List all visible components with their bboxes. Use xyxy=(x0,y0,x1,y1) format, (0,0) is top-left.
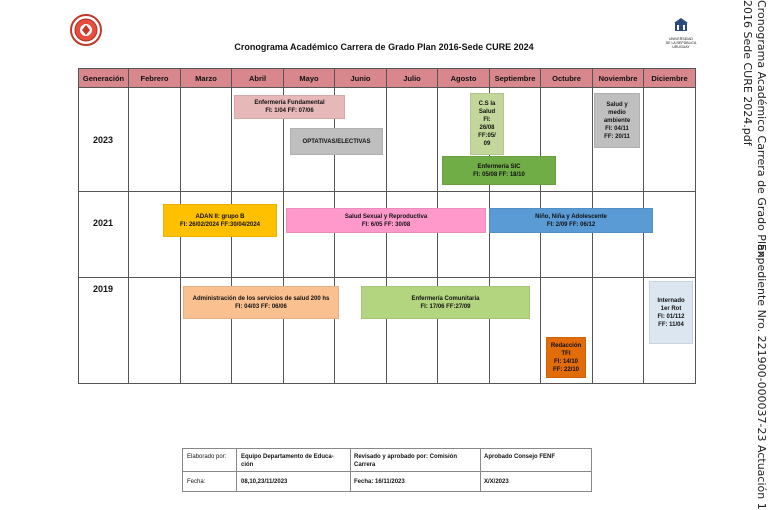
year-2023: 2023 xyxy=(92,135,114,145)
bar-label: Enfermería Comunitaria xyxy=(411,295,480,302)
bar-dates: FF: 20/11 xyxy=(604,133,630,140)
bar-label: C.S la xyxy=(478,101,496,107)
elaborado-label: Elaborado por: xyxy=(187,454,227,460)
header-junio: Junio xyxy=(334,68,387,88)
bar-dates: FI: 1/04 FF: 07/06 xyxy=(265,108,314,114)
header-julio: Julio xyxy=(386,68,438,88)
bar-enfermeria-comunitaria xyxy=(361,286,530,319)
bar-label: ambiente xyxy=(603,117,631,124)
bar-dates: FI: 2/09 FF: 06/12 xyxy=(546,221,596,228)
bar-dates: FI: 6/05 FF: 30/08 xyxy=(361,221,411,228)
table-divider xyxy=(350,449,351,491)
bar-label: Enfermería SIC xyxy=(477,163,521,170)
header-mayo: Mayo xyxy=(283,68,335,88)
bar-label: Enfermería Fundamental xyxy=(254,100,325,106)
grid-hline xyxy=(78,383,696,384)
bar-label: OPTATIVAS/ELECTIVAS xyxy=(302,138,371,145)
bar-dates: FI: 26/02/2024 FF:30/04/2024 xyxy=(179,221,261,228)
udelar-logo-line3: URUGUAY xyxy=(672,45,690,49)
header-generacion: Generación xyxy=(78,68,129,88)
bar-label: Administración de los servicios de salud 200 hs xyxy=(192,295,330,302)
grid-vline xyxy=(592,88,593,384)
bar-internado xyxy=(649,281,693,344)
fecha-aprobado: X/X/2023 xyxy=(484,479,509,485)
fecha-revisado: Fecha: 16/11/2023 xyxy=(354,479,405,485)
right-margin-filename-line2: 2016 Sede CURE 2024.pdf xyxy=(741,0,754,146)
grid-vline xyxy=(386,88,387,384)
bar-label: ADAN II: grupo B xyxy=(195,213,245,220)
bar-label: Salud Sexual y Reproductiva xyxy=(344,213,428,220)
bar-salud-sexual xyxy=(286,208,486,233)
bar-adan-ii xyxy=(163,204,277,237)
bar-dates: FI: 04/03 FF: 06/06 xyxy=(235,303,287,310)
right-margin-expediente: Expediente Nro. 221900-000037-23 Actuación 1 xyxy=(755,244,768,510)
grid-hline xyxy=(78,191,696,192)
grid-vline xyxy=(78,88,79,384)
bar-label: 1er Rot xyxy=(660,305,682,312)
header-agosto: Agosto xyxy=(437,68,490,88)
bar-dates: FF:05/ xyxy=(478,133,496,139)
page-title: Cronograma Académico Carrera de Grado Plan 2016-Sede CURE 2024 xyxy=(234,42,534,52)
header-noviembre: Noviembre xyxy=(592,68,644,88)
table-divider xyxy=(236,449,237,491)
header-abril: Abril xyxy=(231,68,284,88)
bar-label: Niño, Niña y Adolescente xyxy=(535,213,607,220)
grid-vline xyxy=(643,88,644,384)
bar-dates: FI: 01/112 xyxy=(657,313,685,320)
udelar-logo-line2: DE LA REPÚBLICA xyxy=(665,41,697,45)
grid-vline xyxy=(128,88,129,384)
bar-dates: FF: 11/04 xyxy=(658,321,684,328)
approval-table xyxy=(182,448,592,492)
elaborado-value: Equipo Departamento de Educa- ción xyxy=(241,454,334,468)
bar-enfermeria-fundamental xyxy=(234,95,345,119)
bar-dates: 26/08 xyxy=(479,125,495,131)
grid-hline xyxy=(78,277,696,278)
aprobado-label: Aprobado Consejo FENF xyxy=(484,454,555,460)
fecha-label: Fecha: xyxy=(187,479,206,485)
bar-optativas-electivas xyxy=(290,128,383,155)
building-icon xyxy=(674,18,688,32)
header-marzo: Marzo xyxy=(180,68,232,88)
header-diciembre: Diciembre xyxy=(643,68,696,88)
grid-vline xyxy=(283,88,284,384)
header-septiembre: Septiembre xyxy=(489,68,541,88)
udelar-logo-line1: UNIVERSIDAD xyxy=(669,37,693,41)
bar-dates: FF: 22/10 xyxy=(552,366,579,373)
bar-nino-nina-adolescente xyxy=(489,208,653,233)
bar-label: Internado xyxy=(657,297,685,304)
right-margin-filename-line1: Cronograma Académico Carrera de Grado Plan xyxy=(755,0,768,258)
bar-administracion-servicios xyxy=(183,286,339,319)
revisado-label: Revisado y aprobado por: Comisión Carrera xyxy=(354,454,458,468)
grid-vline xyxy=(695,88,696,384)
bar-label: Salud y xyxy=(606,101,628,108)
bar-label: Redacción xyxy=(550,342,582,349)
bar-label: Salud xyxy=(478,109,496,115)
bar-label: medio xyxy=(608,109,626,116)
bar-cs-salud xyxy=(470,93,504,155)
header-octubre: Octubre xyxy=(540,68,593,88)
grid-vline xyxy=(437,88,438,384)
bar-label: TFI xyxy=(561,350,571,357)
year-2021: 2021 xyxy=(92,218,114,228)
year-2019: 2019 xyxy=(92,284,114,294)
header-febrero: Febrero xyxy=(128,68,181,88)
fecha-elaborado: 08,10,23/11/2023 xyxy=(241,479,288,485)
bar-dates: FI: 05/08 FF: 18/10 xyxy=(473,171,525,178)
bar-enfermeria-sic xyxy=(442,156,556,185)
table-divider xyxy=(183,471,591,472)
bar-salud-medio-ambiente xyxy=(594,93,640,148)
grid-vline xyxy=(540,88,541,384)
bar-dates: FI: 14/10 xyxy=(553,358,578,365)
bar-dates: FI: xyxy=(483,117,491,123)
bar-dates: FI: 17/06 FF:27/09 xyxy=(420,303,471,310)
table-divider xyxy=(480,449,481,491)
bar-dates: FI: 04/11 xyxy=(605,125,629,132)
bar-dates: 09 xyxy=(483,141,491,147)
bar-redaccion-tfi xyxy=(546,337,586,378)
